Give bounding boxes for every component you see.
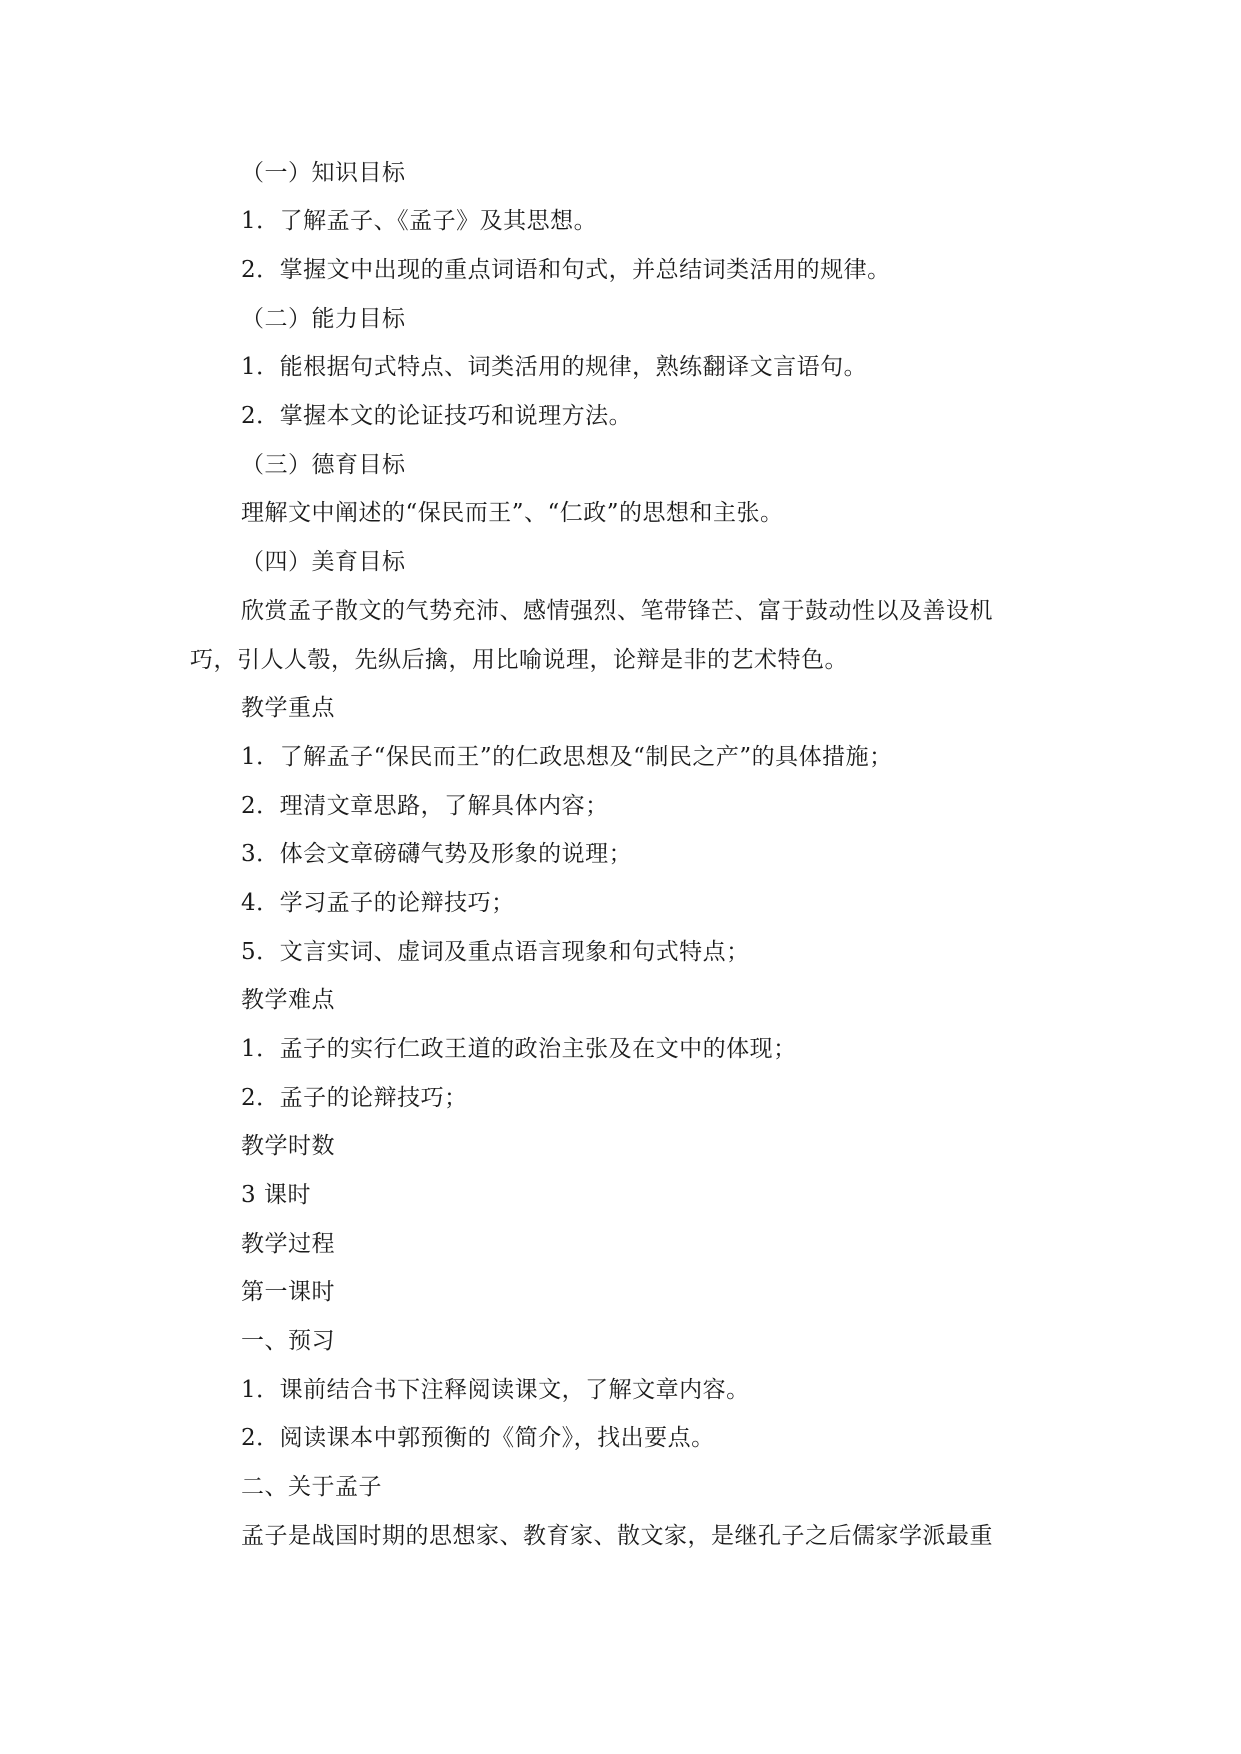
key-point-item: 5．文言实词、虚词及重点语言现象和句式特点； (241, 939, 750, 965)
process-heading: 教学过程 (241, 1231, 335, 1257)
preview-heading: 一、预习 (241, 1328, 335, 1354)
key-point-item: 2．理清文章思路，了解具体内容； (241, 793, 609, 819)
difficulty-item: 1．孟子的实行仁政王道的政治主张及在文中的体现； (241, 1036, 797, 1062)
ability-goal-item: 2．掌握本文的论证技巧和说理方法。 (241, 403, 633, 429)
key-point-item: 4．学习孟子的论辩技巧； (241, 890, 515, 916)
preview-item: 2．阅读课本中郭预衡的《简介》，找出要点。 (241, 1425, 715, 1451)
key-points-heading: 教学重点 (241, 695, 335, 721)
preview-item: 1．课前结合书下注释阅读课文，了解文章内容。 (241, 1377, 750, 1403)
ability-goal-item: 1．能根据句式特点、词类活用的规律，熟练翻译文言语句。 (241, 354, 868, 380)
hours-value: 3 课时 (241, 1182, 311, 1208)
first-lesson-heading: 第一课时 (241, 1279, 335, 1305)
key-point-item: 1．了解孟子“保民而王”的仁政思想及“制民之产”的具体措施； (241, 744, 893, 770)
moral-goal-heading: （三）德育目标 (241, 452, 406, 478)
aesthetic-goal-heading: （四）美育目标 (241, 549, 406, 575)
hours-heading: 教学时数 (241, 1133, 335, 1159)
difficulties-heading: 教学难点 (241, 987, 335, 1013)
difficulty-item: 2．孟子的论辩技巧； (241, 1085, 468, 1111)
ability-goal-heading: （二）能力目标 (241, 306, 406, 332)
key-point-item: 3．体会文章磅礴气势及形象的说理； (241, 841, 633, 867)
aesthetic-goal-text: 欣赏孟子散文的气势充沛、感情强烈、笔带锋芒、富于鼓动性以及善设机 (241, 598, 993, 624)
moral-goal-text: 理解文中阐述的“保民而王”、“仁政”的思想和主张。 (241, 500, 784, 526)
about-mencius-text: 孟子是战国时期的思想家、教育家、散文家，是继孔子之后儒家学派最重 (241, 1523, 993, 1549)
knowledge-goal-heading: （一）知识目标 (241, 160, 406, 186)
aesthetic-goal-text-continued: 巧，引人人彀，先纵后擒，用比喻说理，论辩是非的艺术特色。 (190, 647, 848, 673)
knowledge-goal-item: 1．了解孟子、《孟子》及其思想。 (241, 208, 598, 234)
knowledge-goal-item: 2．掌握文中出现的重点词语和句式，并总结词类活用的规律。 (241, 257, 891, 283)
about-mencius-heading: 二、关于孟子 (241, 1474, 382, 1500)
